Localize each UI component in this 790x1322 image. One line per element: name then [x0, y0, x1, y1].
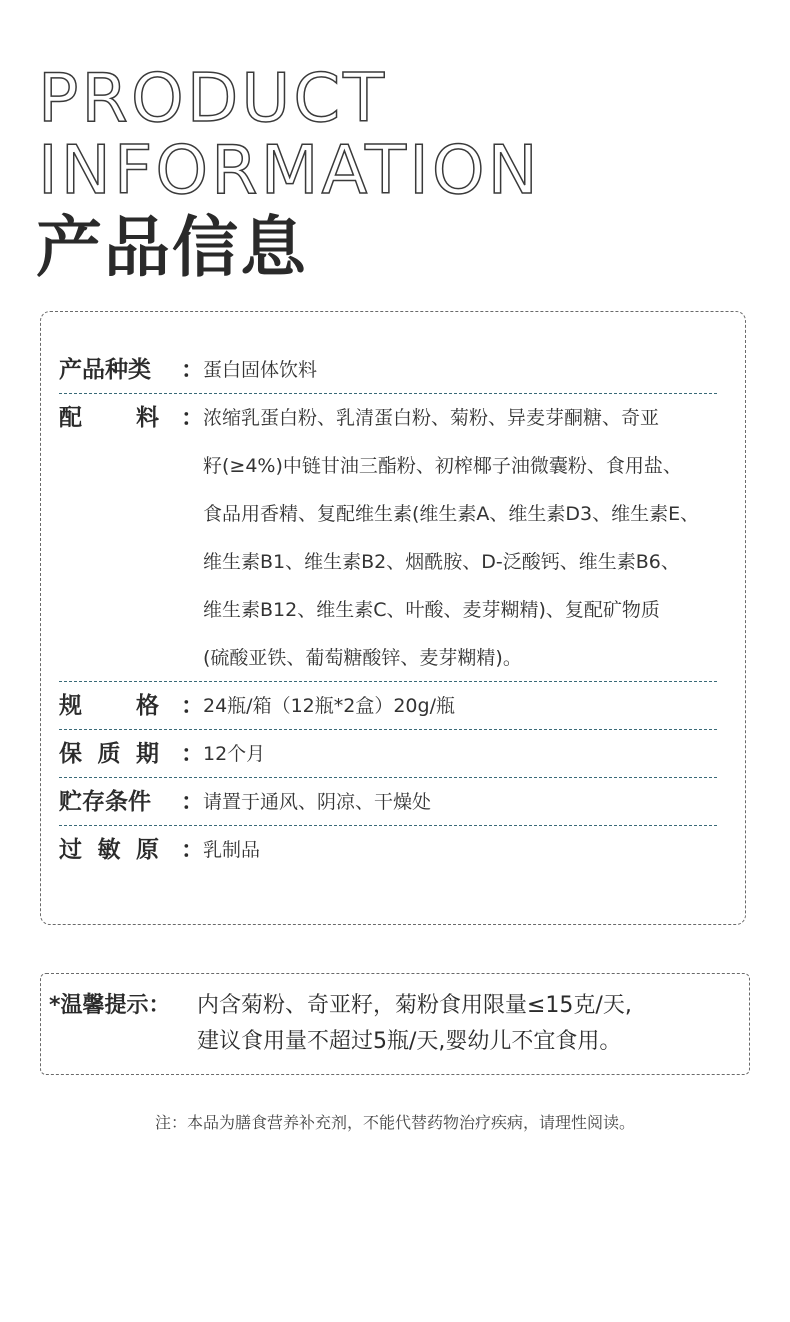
label-char: 格 [136, 693, 159, 719]
info-value-ingredients [203, 394, 717, 682]
ingredient-line: 籽(≥4%)中链甘油三酯粉、初榨椰子油微囊粉、食用盐、 [203, 455, 682, 477]
info-label-allergen [59, 826, 159, 874]
warning-line: 内含菊粉、奇亚籽，菊粉食用限量≤15克/天, [197, 993, 632, 1018]
warning-panel [40, 973, 750, 1075]
info-value-shelf-life: 12个月 [203, 743, 266, 765]
info-label-spec [59, 682, 159, 730]
info-colon: ： [181, 789, 204, 815]
info-colon: ： [181, 693, 204, 719]
page-title: 产品信息 [36, 209, 308, 286]
info-label-storage: 贮存条件 [59, 789, 151, 815]
english-title-line2: INFORMATION [38, 131, 541, 209]
label-char: 料 [136, 405, 159, 431]
label-char: 质 [97, 741, 121, 767]
label-char: 保 [59, 741, 82, 767]
info-row-ingredients [59, 394, 717, 682]
english-title-line1: PRODUCT [38, 59, 388, 137]
info-colon: ： [181, 741, 204, 767]
info-label-ingredients [59, 394, 159, 442]
english-title [38, 59, 541, 209]
warning-label: *温馨提示： [49, 993, 171, 1018]
info-label-shelf-life [59, 730, 159, 778]
info-value-spec: 24瓶/箱（12瓶*2盒）20g/瓶 [203, 695, 455, 717]
ingredient-line: 维生素B1、维生素B2、烟酰胺、D-泛酸钙、维生素B6、 [203, 551, 680, 573]
info-label-type: 产品种类 [59, 357, 151, 383]
info-row-type [59, 346, 717, 394]
label-char: 原 [136, 837, 159, 863]
label-char: 期 [136, 741, 159, 767]
info-colon: ： [181, 837, 204, 863]
info-value-allergen: 乳制品 [203, 839, 261, 861]
ingredient-line: 食品用香精、复配维生素(维生素A、维生素D3、维生素E、 [203, 503, 700, 525]
label-char: 过 [59, 837, 82, 863]
info-row-allergen [59, 826, 717, 874]
ingredient-line: (硫酸亚铁、葡萄糖酸锌、麦芽糊精)。 [203, 647, 522, 669]
label-char: 敏 [97, 837, 121, 863]
info-row-spec [59, 682, 717, 730]
warning-line: 建议食用量不超过5瓶/天,婴幼儿不宜食用。 [197, 1029, 622, 1054]
info-value-storage: 请置于通风、阴凉、干燥处 [203, 791, 432, 813]
info-value-type: 蛋白固体饮料 [203, 359, 318, 381]
label-char: 配 [59, 405, 82, 431]
ingredient-line: 浓缩乳蛋白粉、乳清蛋白粉、菊粉、异麦芽酮糖、奇亚 [203, 407, 660, 429]
ingredient-line: 维生素B12、维生素C、叶酸、麦芽糊精)、复配矿物质 [203, 599, 660, 621]
info-row-storage [59, 778, 717, 826]
info-colon: ： [181, 357, 204, 383]
label-char: 规 [59, 693, 82, 719]
product-info-panel [40, 311, 746, 925]
info-colon: ： [181, 405, 204, 431]
warning-text [197, 988, 632, 1060]
info-row-shelf-life [59, 730, 717, 778]
disclaimer-note: 注：本品为膳食营养补充剂，不能代替药物治疗疾病，请理性阅读。 [154, 1113, 635, 1132]
